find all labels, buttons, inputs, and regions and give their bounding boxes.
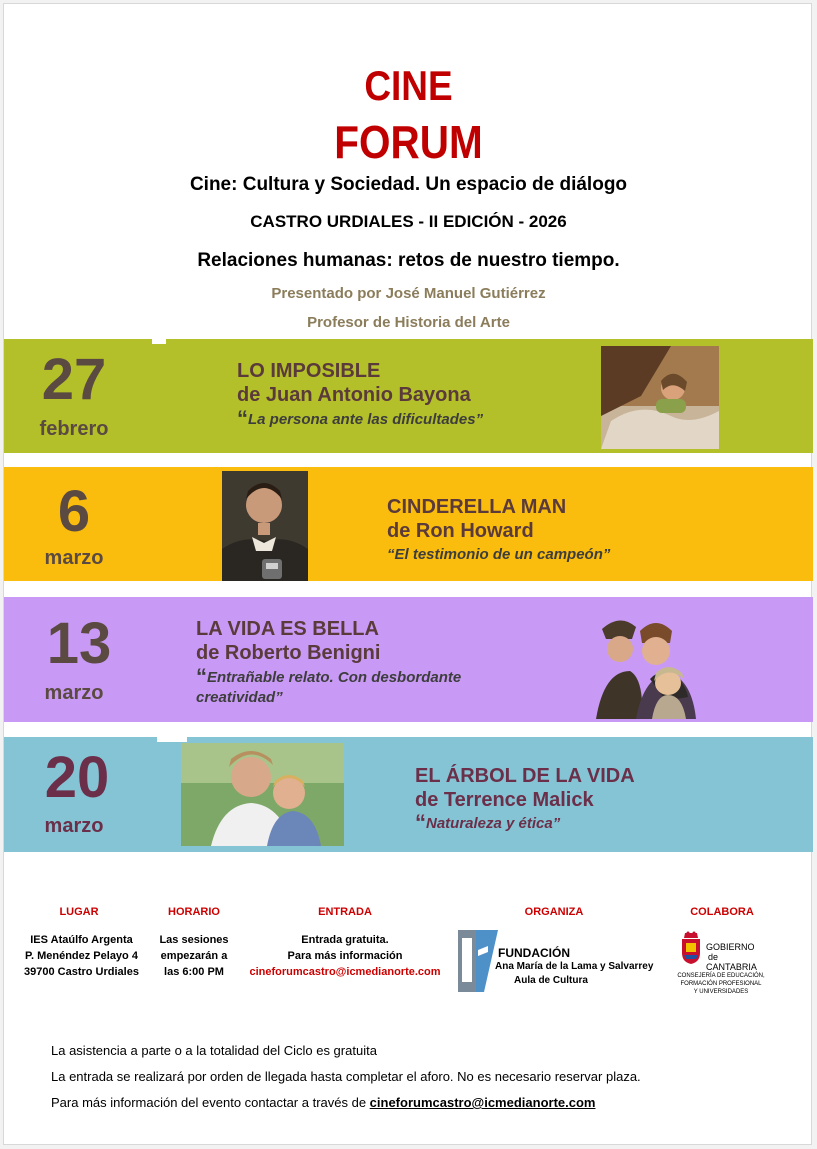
band-notch <box>152 339 166 344</box>
note-attendance: La asistencia a parte o a la totalidad del Ciclo es gratuita <box>51 1043 377 1058</box>
session-month: marzo <box>44 682 104 704</box>
session-quote <box>196 664 526 708</box>
consejeria-line: FORMACIÓN PROFESIONAL <box>680 981 762 987</box>
session-director: de Juan Antonio Bayona <box>237 384 471 406</box>
session-day: 13 <box>46 611 112 676</box>
quote-mark: “ <box>237 406 248 431</box>
footer-lugar-title: LUGAR <box>59 906 99 918</box>
poster-page <box>3 3 812 1145</box>
session-band-2 <box>4 467 813 581</box>
quote-text: “El testimonio de un campeón” <box>387 546 611 563</box>
session-day: 27 <box>41 347 107 412</box>
session-month: marzo <box>44 547 104 569</box>
session-day: 6 <box>57 479 91 544</box>
session-title: LA VIDA ES BELLA <box>196 618 379 640</box>
horario-line: empezarán a <box>160 950 228 962</box>
note-contact-text: Para más información del evento contactar a través de <box>51 1095 370 1110</box>
cantabria-coat-of-arms-icon <box>680 931 702 965</box>
session-director: de Ron Howard <box>387 520 534 542</box>
subtitle-theme: Relaciones humanas: retos de nuestro tiempo. <box>197 250 620 271</box>
entrada-email-link[interactable]: cineforumcastro@icmedianorte.com <box>249 966 441 978</box>
quote-text: La persona ante las dificultades” <box>248 411 484 428</box>
session-day: 20 <box>44 745 110 810</box>
footer-horario-title: HORARIO <box>168 906 220 918</box>
footer-entrada-text <box>240 932 450 980</box>
quote-mark: “ <box>415 810 426 835</box>
film-still-lo-imposible <box>601 346 719 449</box>
lugar-line: IES Ataúlfo Argenta <box>30 934 133 946</box>
fundacion-aula: Aula de Cultura <box>514 975 588 986</box>
gobierno-line: GOBIERNO <box>706 942 755 952</box>
presenter-name: Presentado por José Manuel Gutiérrez <box>271 285 546 302</box>
entrada-line: Para más información <box>287 950 403 962</box>
session-title: LO IMPOSIBLE <box>237 360 381 382</box>
title-cine: CINE <box>364 62 453 109</box>
band-notch <box>157 737 187 742</box>
footer-colabora-title: COLABORA <box>690 906 754 918</box>
fundacion-name: FUNDACIÓN <box>498 946 570 960</box>
session-title: EL ÁRBOL DE LA VIDA <box>415 765 635 787</box>
session-director: de Terrence Malick <box>415 789 594 811</box>
subtitle-culture: Cine: Cultura y Sociedad. Un espacio de diálogo <box>189 174 628 195</box>
subtitle-edition: CASTRO URDIALES - II EDICIÓN - 2026 <box>250 212 567 231</box>
entrada-line: Entrada gratuita. <box>301 934 389 946</box>
note-entry: La entrada se realizará por orden de llegada hasta completar el aforo. No es necesario reservar plaza. <box>51 1069 641 1084</box>
session-quote <box>387 544 707 565</box>
consejeria-line: Y UNIVERSIDADES <box>693 989 749 995</box>
note-contact <box>51 1095 595 1110</box>
quote-text: Entrañable relato. Con desbordante creatividad” <box>196 669 462 706</box>
footer-lugar-text <box>14 932 149 980</box>
contact-email-link[interactable]: cineforumcastro@icmedianorte.com <box>369 1095 596 1110</box>
quote-text: Naturaleza y ética” <box>426 815 561 832</box>
session-month: marzo <box>44 815 104 837</box>
footer-horario-text <box>149 932 239 980</box>
horario-line: las 6:00 PM <box>164 966 224 978</box>
footer-organiza-title: ORGANIZA <box>524 906 584 918</box>
film-still-cinderella-man <box>222 471 308 581</box>
gobierno-line: de <box>708 952 719 962</box>
session-band-3 <box>4 597 813 722</box>
quote-mark: “ <box>196 664 207 689</box>
gobierno-line: CANTABRIA <box>706 962 757 972</box>
consejeria-line: CONSEJERÍA DE EDUCACIÓN, <box>677 973 765 979</box>
consejeria-text <box>672 972 770 996</box>
fundacion-logo-icon <box>458 928 498 992</box>
session-band-1 <box>4 339 813 453</box>
gobierno-text <box>706 942 757 972</box>
session-title: CINDERELLA MAN <box>387 496 567 518</box>
fundacion-fullname: Ana María de la Lama y Salvarrey <box>495 961 654 972</box>
lugar-line: 39700 Castro Urdiales <box>24 966 139 978</box>
session-band-4 <box>4 737 813 852</box>
session-director: de Roberto Benigni <box>196 642 381 664</box>
title-forum: FORUM <box>334 116 483 168</box>
film-still-el-arbol-de-la-vida <box>181 743 344 846</box>
film-still-la-vida-es-bella <box>596 609 718 719</box>
session-quote <box>237 406 557 431</box>
lugar-line: P. Menéndez Pelayo 4 <box>25 950 138 962</box>
session-quote <box>415 810 735 835</box>
presenter-role: Profesor de Historia del Arte <box>307 314 510 331</box>
horario-line: Las sesiones <box>159 934 229 946</box>
footer-entrada-title: ENTRADA <box>318 906 372 918</box>
session-month: febrero <box>39 418 109 440</box>
